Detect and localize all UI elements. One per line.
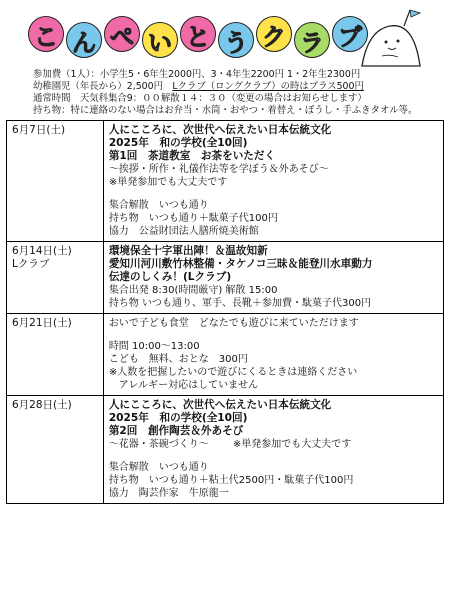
title-letter: ん <box>66 22 102 58</box>
date-cell <box>7 314 104 396</box>
title-letter: ク <box>256 16 292 52</box>
detail-line <box>109 284 438 297</box>
detail-line <box>109 176 438 189</box>
detail-text: ※単発参加でも大丈夫です <box>108 177 228 188</box>
event-date: 6月21日(土) <box>12 317 72 329</box>
detail-text: 人にこころに、次世代へ伝えたい日本伝統文化 <box>108 399 332 411</box>
preschool-line <box>33 81 433 93</box>
detail-line <box>109 438 438 451</box>
detail-line <box>109 225 438 238</box>
detail-line <box>109 124 438 137</box>
title-letter: と <box>180 16 216 52</box>
detail-text: 持ち物 いつも通り、軍手、長靴＋参加費・駄菓子代300円 <box>108 298 372 309</box>
title-letter: ぺ <box>104 16 140 52</box>
detail-text: 第2回 創作陶芸＆外あそび <box>108 425 244 437</box>
club-title-banner <box>28 8 428 64</box>
table-row <box>7 396 444 504</box>
detail-line <box>109 425 438 438</box>
detail-line <box>109 379 438 392</box>
detail-text: 集合解散 いつも通り <box>108 462 209 473</box>
table-row <box>7 121 444 242</box>
detail-line <box>109 317 438 330</box>
hours-line: 通常時間 天気科集合9：００解散１４：３０（変更の場合はお知らせします） <box>33 93 367 104</box>
detail-line <box>109 150 438 163</box>
detail-line <box>109 412 438 425</box>
detail-line <box>109 487 438 500</box>
event-date: 6月14日(土) <box>12 245 72 257</box>
detail-line <box>109 330 438 340</box>
detail-line <box>109 474 438 487</box>
event-tag: Lクラブ <box>12 258 50 270</box>
detail-text: 環境保全十字軍出陣！＆温故知新 <box>108 245 268 257</box>
detail-text: おいで子ども食堂 どなたでも遊びに来ていただけます <box>108 318 359 329</box>
detail-text: 愛知川河川敷竹林整備・タケノコ三昧＆能登川水車動力 <box>108 258 373 270</box>
l-club-surcharge: Lクラブ（ロングクラブ）の時はプラス500円 <box>172 81 364 92</box>
fee-line: 参加費（1人）：小学生5・6年生2000円、3・4年生2200円 1・2年生2300円 <box>33 69 361 80</box>
detail-line <box>109 366 438 379</box>
detail-line <box>109 199 438 212</box>
detail-text: 時間 10:00～13:00 <box>108 341 200 352</box>
title-letter: い <box>142 22 178 58</box>
mascot-illustration <box>360 8 422 68</box>
event-details-cell <box>103 242 443 314</box>
detail-text: 持ち物 いつも通り＋粘土代2500円・駄菓子代100円 <box>108 475 354 486</box>
detail-text: アレルギー対応はしていません <box>108 380 259 391</box>
detail-text: 第1回 茶道教室 お茶をいただく <box>108 150 276 162</box>
event-details-cell <box>103 396 443 504</box>
detail-text: ～花器・茶碗づくり～ <box>108 439 209 450</box>
detail-line <box>109 189 438 199</box>
detail-line <box>109 461 438 474</box>
info-section <box>33 69 433 117</box>
detail-line <box>109 245 438 258</box>
event-details-cell <box>103 314 443 396</box>
detail-line <box>109 399 438 412</box>
detail-line <box>109 271 438 284</box>
detail-line <box>109 297 438 310</box>
detail-line <box>109 258 438 271</box>
schedule-table <box>6 120 444 504</box>
title-letter: う <box>218 22 254 58</box>
table-row <box>7 242 444 314</box>
detail-text: 集合解散 いつも通り <box>108 200 209 211</box>
detail-line <box>109 451 438 461</box>
detail-text: 協力 公益財団法人膳所焼美術館 <box>108 226 259 237</box>
title-letter: こ <box>28 16 64 52</box>
detail-text: こども 無料、おとな 300円 <box>108 354 248 365</box>
detail-text: 2025年 和の学校(全10回) <box>108 412 248 424</box>
date-cell <box>7 396 104 504</box>
event-date: 6月7日(土) <box>12 124 66 136</box>
detail-line <box>109 212 438 225</box>
detail-line <box>109 340 438 353</box>
title-letter: ラ <box>294 22 330 58</box>
date-cell <box>7 242 104 314</box>
detail-text: 協力 陶芸作家 牛原龍一 <box>108 488 229 499</box>
detail-text: 人にこころに、次世代へ伝えたい日本伝統文化 <box>108 124 332 136</box>
detail-text: 持ち物 いつも通り＋駄菓子代100円 <box>108 213 278 224</box>
detail-text: 伝達のしくみ！(Lクラブ) <box>108 271 232 283</box>
detail-text: 集合出発 8:30(時間厳守) 解散 15:00 <box>108 285 278 296</box>
detail-text: ※人数を把握したいので遊びにくるときは連絡ください <box>108 367 358 378</box>
title-letter: ブ <box>332 16 368 52</box>
date-cell <box>7 121 104 242</box>
table-row <box>7 314 444 396</box>
detail-line <box>109 137 438 150</box>
event-details-cell <box>103 121 443 242</box>
preschool-fee: 幼稚園児（年長から）2,500円 <box>33 81 163 92</box>
detail-line <box>109 353 438 366</box>
event-date: 6月28日(土) <box>12 399 72 411</box>
detail-text: ～挨拶・所作・礼儀作法等を学ぼう＆外あそび～ <box>108 164 329 175</box>
belongings-line: 持ち物：特に連絡のない場合はお弁当・水筒・おやつ・着替え・ぼうし・手ふきタオル等。 <box>33 105 418 116</box>
detail-note: ※単発参加でも大丈夫です <box>232 439 352 450</box>
detail-line <box>109 163 438 176</box>
detail-text: 2025年 和の学校(全10回) <box>108 137 248 149</box>
